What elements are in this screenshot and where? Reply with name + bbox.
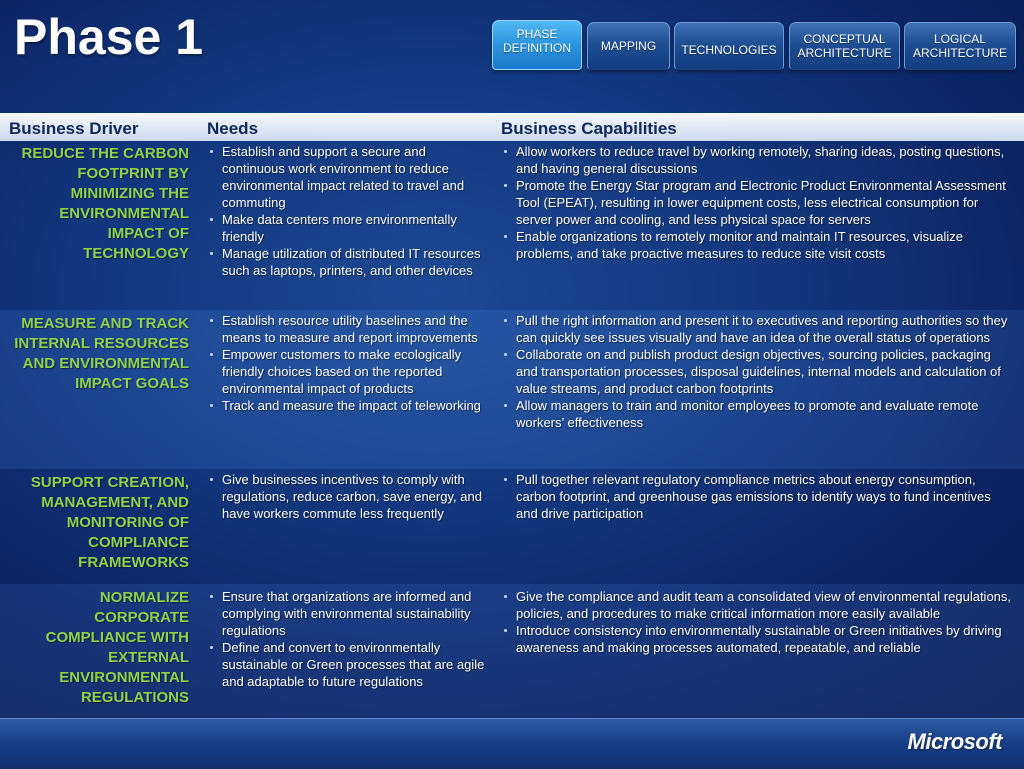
need-item: Establish and support a secure and continuous work environment to reduce environmental impact related to travel and commuting	[207, 143, 487, 211]
microsoft-logo: Microsoft	[907, 729, 1002, 754]
capability-item: Pull together relevant regulatory compliance metrics about energy consumption, carbon footprint, and greenhouse gas emissions to identify ways to fund incentives and drive participation	[501, 471, 1013, 522]
capability-item: Give the compliance and audit team a consolidated view of environmental regulations, policies, and procedures to make critical information more easily available	[501, 588, 1013, 622]
need-item: Give businesses incentives to comply with regulations, reduce carbon, save energy, and have workers commute less frequently	[207, 471, 487, 522]
header-business-driver: Business Driver	[9, 119, 139, 138]
tab-mapping[interactable]	[587, 22, 670, 70]
tab-phase-definition[interactable]	[492, 20, 582, 70]
need-item: Make data centers more environmentally friendly	[207, 211, 487, 245]
capability-item: Promote the Energy Star program and Electronic Product Environmental Assessment Tool (EPEAT), resulting in lower equipment costs, less electrical consumption for server power and cooling, and less physical space for servers	[501, 177, 1013, 228]
capabilities-list	[501, 471, 1013, 522]
footer-band	[0, 718, 1024, 769]
business-driver: REDUCE THE CARBON FOOTPRINT BY MINIMIZING THE ENVIRONMENTAL IMPACT OF TECHNOLOGY	[21, 145, 189, 262]
slide-title: Phase 1	[14, 9, 204, 65]
business-driver: SUPPORT CREATION, MANAGEMENT, AND MONITORING OF COMPLIANCE FRAMEWORKS	[30, 474, 189, 571]
capability-item: Allow workers to reduce travel by working remotely, sharing ideas, posting questions, and having general discussions	[501, 143, 1013, 177]
table-row	[0, 584, 1024, 720]
business-driver: MEASURE AND TRACK INTERNAL RESOURCES AND ENVIRONMENTAL IMPACT GOALS	[14, 315, 189, 392]
business-driver: NORMALIZE CORPORATE COMPLIANCE WITH EXTERNAL ENVIRONMENTAL REGULATIONS	[45, 589, 189, 706]
capabilities-table	[0, 113, 1024, 720]
capabilities-list	[501, 143, 1013, 262]
tab-conceptual-architecture-label: CONCEPTUAL ARCHITECTURE	[797, 32, 892, 60]
capabilities-list	[501, 312, 1013, 431]
capabilities-list	[501, 588, 1013, 656]
tab-mapping-label: MAPPING	[600, 39, 657, 53]
need-item: Track and measure the impact of teleworking	[207, 397, 487, 414]
header-needs: Needs	[207, 119, 259, 138]
need-item: Manage utilization of distributed IT resources such as laptops, printers, and other devices	[207, 245, 487, 279]
need-item: Establish resource utility baselines and the means to measure and report improvements	[207, 312, 487, 346]
table-row	[0, 141, 1024, 310]
capability-item: Pull the right information and present it to executives and reporting authorities so they can quickly see issues visually and have an idea of the overall status of operations	[501, 312, 1013, 346]
table-row	[0, 469, 1024, 584]
phase-nav-tabs	[0, 0, 1024, 80]
table-row	[0, 310, 1024, 469]
needs-list	[207, 312, 487, 414]
capability-item: Collaborate on and publish product design objectives, sourcing policies, packaging and transportation processes, disposal guidelines, internal models and calculation of value streams, and product carbon footprints	[501, 346, 1013, 397]
header-business-capabilities: Business Capabilities	[501, 119, 677, 138]
tab-technologies-label: TECHNOLOGIES	[681, 43, 777, 57]
tab-logical-architecture[interactable]	[904, 22, 1016, 70]
needs-list	[207, 143, 487, 279]
need-item: Define and convert to environmentally sustainable or Green processes that are agile and adaptable to future regulations	[207, 639, 487, 690]
capability-item: Enable organizations to remotely monitor and maintain IT resources, visualize problems, and take proactive measures to reduce site visit costs	[501, 228, 1013, 262]
capability-item: Allow managers to train and monitor employees to promote and evaluate remote workers’ effectiveness	[501, 397, 1013, 431]
tab-conceptual-architecture[interactable]	[789, 22, 900, 70]
need-item: Ensure that organizations are informed and complying with environmental sustainability regulations	[207, 588, 487, 639]
tab-phase-definition-label: PHASE DEFINITION	[503, 27, 571, 55]
table-header-row	[0, 113, 1024, 141]
needs-list	[207, 471, 487, 522]
capability-item: Introduce consistency into environmentally sustainable or Green initiatives by driving awareness and making processes automated, repeatable, and reliable	[501, 622, 1013, 656]
tab-technologies[interactable]	[674, 22, 784, 70]
need-item: Empower customers to make ecologically friendly choices based on the reported environmental impact of products	[207, 346, 487, 397]
tab-logical-architecture-label: LOGICAL ARCHITECTURE	[912, 32, 1007, 60]
needs-list	[207, 588, 487, 690]
